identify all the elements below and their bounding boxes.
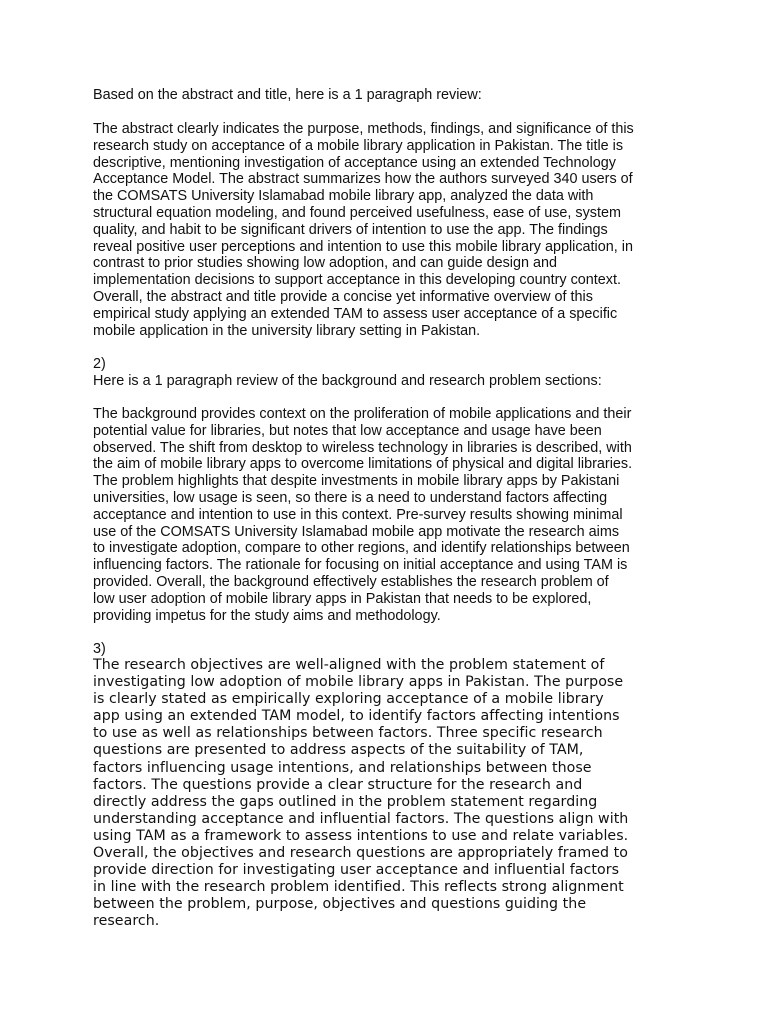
section-3-number: 3) [93,641,106,657]
review-paragraph-1: The abstract clearly indicates the purpose, methods, findings, and significance of this research study on acceptance of a mobile library application in Pakistan. The title is descriptive, mentioning investigation of acceptance using an extended Technology Acceptance Model. The abstract summarizes how the authors surveyed 340 users of the COMSATS University Islamabad mobile library app, analyzed the data with structural equation modeling, and found perceived usefulness, ease of use, system quality, and habit to be significant drivers of intention to use the app. The findings reveal positive user perceptions and intention to use this mobile library application, in contrast to prior studies showing low adoption, and can guide design and implementation decisions to support acceptance in this developing country context. Overall, the abstract and title provide a concise yet informative overview of this empirical study applying an extended TAM to assess user acceptance of a specific mobile application in the university library setting in Pakistan. [93,121,634,339]
review-paragraph-2: The background provides context on the proliferation of mobile applications and their potential value for libraries, but notes that low acceptance and usage have been observed. The shift from desktop to wireless technology in libraries is described, with the aim of mobile library apps to overcome limitations of physical and digital libraries. The problem highlights that despite investments in mobile library apps by Pakistani universities, low usage is seen, so there is a need to understand factors affecting acceptance and intention to use in this context. Pre-survey results showing minimal use of the COMSATS University Islamabad mobile app motivate the research aims to investigate adoption, compare to other regions, and identify relationships between influencing factors. The rationale for focusing on initial acceptance and using TAM is provided. Overall, the background effectively establishes the research problem of low user adoption of mobile library apps in Pakistan that needs to be explored, providing impetus for the study aims and methodology. [93,406,633,624]
section-2-intro: Here is a 1 paragraph review of the background and research problem sections: [93,373,602,389]
review-paragraph-3: The research objectives are well-aligned with the problem statement of investigating low adoption of mobile library apps in Pakistan. The purpose is clearly stated as empirically exploring acceptance of a mobile library app using an extended TAM model, to identify factors affecting intentions to use as well as relationships between factors. Three specific research questions are presented to address aspects of the suitability of TAM, factors influencing usage intentions, and relationships between those factors. The questions provide a clear structure for the research and directly address the gaps outlined in the problem statement regarding understanding acceptance and influential factors. The questions align with using TAM as a framework to assess intentions to use and relate variables. Overall, the objectives and research questions are appropriately framed to provide direction for investigating user acceptance and influential factors in line with the research problem identified. This reflects strong alignment between the problem, purpose, objectives and questions guiding the research. [93,657,629,930]
intro-text: Based on the abstract and title, here is a 1 paragraph review: [93,87,482,103]
section-2-number: 2) [93,356,106,372]
